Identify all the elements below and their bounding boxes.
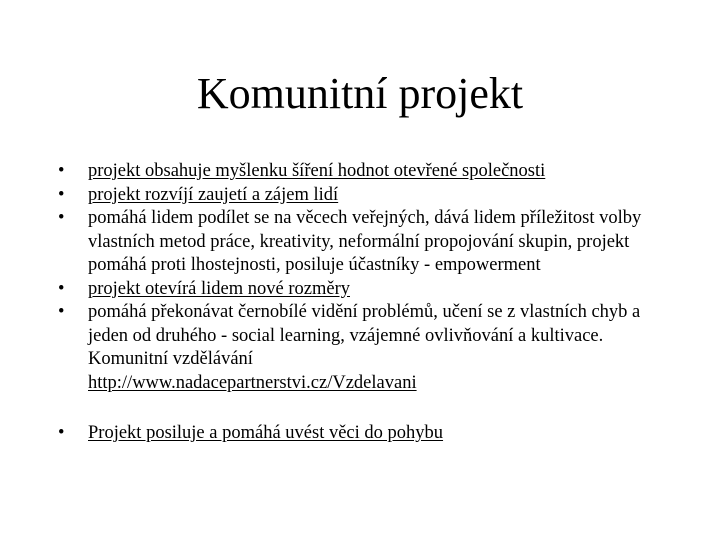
slide-title: Komunitní projekt bbox=[196, 69, 524, 118]
list-item bbox=[58, 278, 658, 302]
bullet-icon: • bbox=[58, 161, 65, 181]
bullet-icon: • bbox=[58, 302, 65, 322]
list-item bbox=[58, 184, 658, 208]
bullet-list bbox=[58, 160, 658, 446]
bullet-text: projekt otevírá lidem nové rozměry bbox=[88, 278, 350, 299]
bullet-icon: • bbox=[58, 423, 65, 443]
bullet-icon: • bbox=[58, 184, 65, 205]
list-item bbox=[58, 160, 658, 184]
list-item bbox=[58, 207, 658, 278]
bullet-text: Projekt posiluje a pomáhá uvést věci do pohybu bbox=[88, 423, 444, 443]
bullet-text: pomáhá lidem podílet se na věcech veřejných, dává lidem příležitost volby vlastních metod práce, kreativity, neformální propojování skupin, projekt pomáhá proti lhostejnosti, posiluje účastníky - empowerment bbox=[88, 208, 642, 275]
bullet-text: projekt rozvíjí zaujetí a zájem lidí bbox=[88, 184, 339, 205]
nadace-partnerstvi-link[interactable]: http://www.nadacepartnerstvi.cz/Vzdelavani bbox=[88, 372, 417, 393]
bullet-text: projekt obsahuje myšlenku šíření hodnot otevřené společnosti bbox=[88, 161, 546, 181]
bullet-icon: • bbox=[58, 278, 65, 299]
bullet-text: pomáhá překonávat černobílé vidění problémů, učení se z vlastních chyb a jeden od druhého - social learning, vzájemné ovlivňování a kultivace. Komunitní vzdělávání bbox=[88, 302, 641, 369]
list-item bbox=[58, 422, 658, 446]
bullet-icon: • bbox=[58, 208, 65, 228]
list-item bbox=[58, 301, 658, 395]
